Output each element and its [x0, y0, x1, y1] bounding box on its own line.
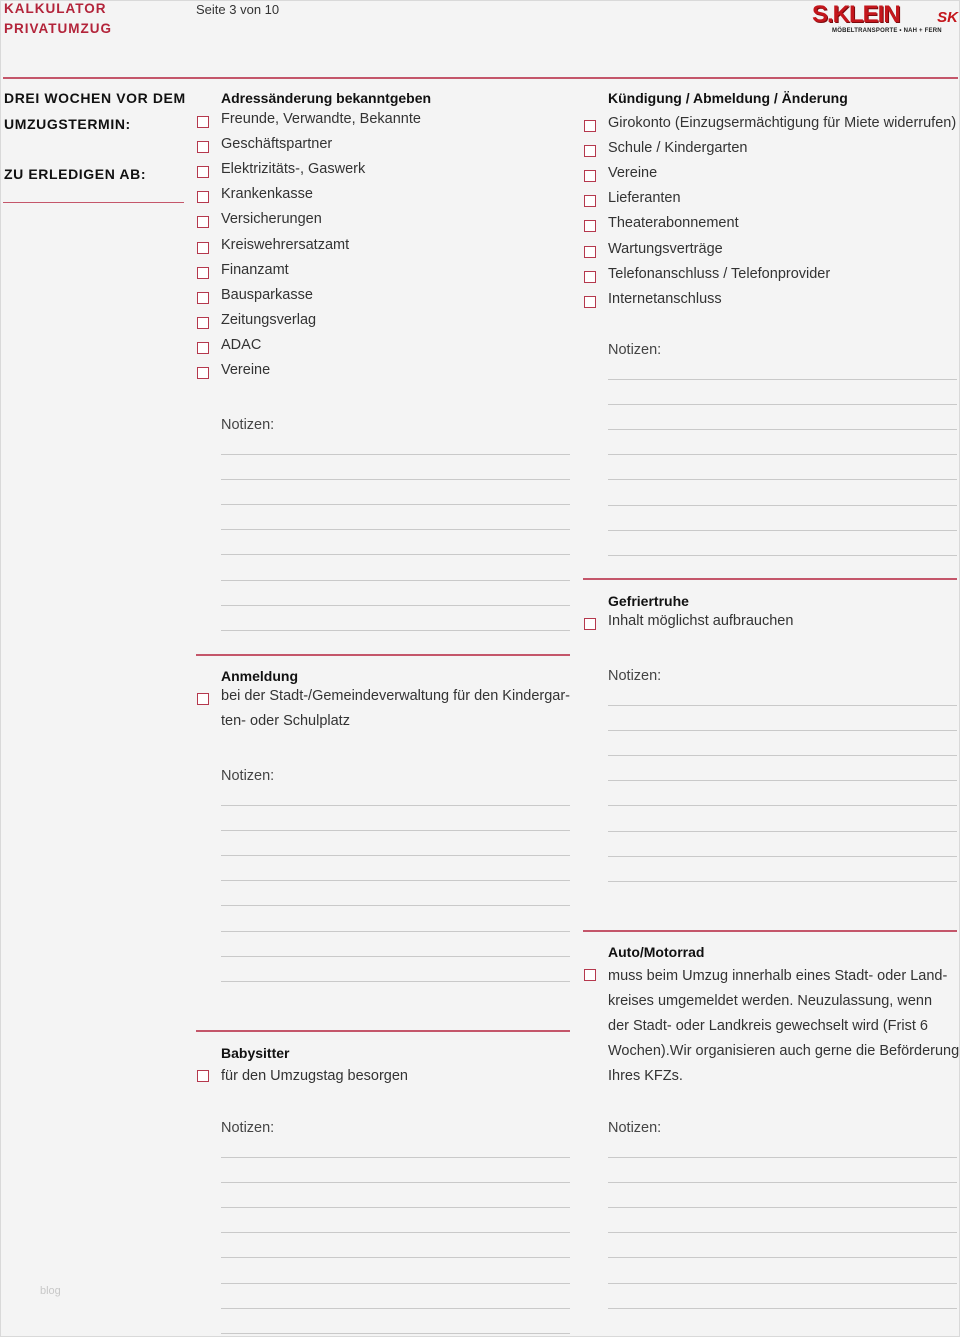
address-change-title: Adressänderung bekanntgeben — [221, 90, 432, 106]
car-description-line: Wochen).Wir organisieren auch gerne die Beförderung — [608, 1043, 960, 1059]
termination-checkbox[interactable] — [584, 170, 596, 182]
address-change-checkbox[interactable] — [197, 267, 209, 279]
address-change-checkbox[interactable] — [197, 317, 209, 329]
termination-item: Lieferanten — [608, 190, 681, 207]
note-line[interactable] — [221, 931, 570, 932]
car-description-line: Ihres KFZs. — [608, 1068, 683, 1084]
babysitter-checkbox[interactable] — [197, 1070, 209, 1082]
address-change-item: Vereine — [221, 362, 271, 378]
note-line[interactable] — [221, 1308, 570, 1309]
car-description-line: muss beim Umzug innerhalb eines Stadt- oder Land- — [608, 968, 948, 984]
car-description-line: kreises umgemeldet werden. Neuzulassung, wenn — [608, 993, 933, 1009]
address-change-checkbox[interactable] — [197, 216, 209, 228]
freezer-item: Inhalt möglichst aufbrauchen — [608, 613, 794, 629]
freezer-notes-label: Notizen: — [608, 668, 662, 684]
note-line[interactable] — [221, 454, 570, 455]
note-line[interactable] — [608, 881, 957, 882]
company-logo — [812, 3, 958, 37]
note-line[interactable] — [221, 1283, 570, 1284]
section-divider — [583, 930, 957, 932]
brand-line-1: KALKULATOR — [4, 1, 107, 16]
note-line[interactable] — [608, 856, 957, 857]
note-line[interactable] — [221, 880, 570, 881]
babysitter-title: Babysitter — [221, 1045, 290, 1061]
address-change-item: Krankenkasse — [221, 186, 313, 203]
car-notes-label: Notizen: — [608, 1120, 662, 1136]
note-line[interactable] — [221, 580, 570, 581]
note-line[interactable] — [221, 504, 570, 505]
note-line[interactable] — [221, 630, 570, 631]
logo-text: S.KLEIN — [812, 1, 900, 28]
address-change-item: Freunde, Verwandte, Bekannte — [221, 111, 421, 127]
registration-item-line-2: ten- oder Schulplatz — [221, 713, 350, 729]
address-change-checkbox[interactable] — [197, 166, 209, 178]
note-line[interactable] — [221, 855, 570, 856]
sidebar-heading-line-3: ZU ERLEDIGEN AB: — [4, 166, 147, 182]
header-divider — [3, 77, 958, 79]
note-line[interactable] — [608, 831, 957, 832]
termination-item: Internetanschluss — [608, 290, 722, 307]
note-line[interactable] — [608, 805, 957, 806]
note-line[interactable] — [221, 529, 570, 530]
note-line[interactable] — [608, 505, 957, 506]
address-change-item: ADAC — [221, 336, 262, 353]
babysitter-item: für den Umzugstag besorgen — [221, 1068, 408, 1084]
note-line[interactable] — [221, 1157, 570, 1158]
address-change-checkbox[interactable] — [197, 116, 209, 128]
note-line[interactable] — [221, 1257, 570, 1258]
freezer-checkbox[interactable] — [584, 618, 596, 630]
logo-mark-icon: SK — [937, 9, 958, 26]
babysitter-notes-label: Notizen: — [221, 1120, 275, 1136]
address-change-item: Elektrizitäts-, Gaswerk — [221, 161, 366, 178]
termination-title: Kündigung / Abmeldung / Änderung — [608, 90, 848, 106]
note-line[interactable] — [608, 705, 957, 706]
note-line[interactable] — [608, 755, 957, 756]
address-change-checkbox[interactable] — [197, 242, 209, 254]
note-line[interactable] — [608, 404, 957, 405]
address-change-checkbox[interactable] — [197, 342, 209, 354]
note-line[interactable] — [221, 1232, 570, 1233]
address-change-item: Geschäftspartner — [221, 136, 333, 153]
note-line[interactable] — [221, 1182, 570, 1183]
registration-checkbox[interactable] — [197, 693, 209, 705]
note-line[interactable] — [221, 479, 570, 480]
note-line[interactable] — [608, 1283, 957, 1284]
section-divider — [196, 654, 570, 656]
note-line[interactable] — [221, 1207, 570, 1208]
termination-checkbox[interactable] — [584, 120, 596, 132]
address-change-item: Kreiswehrersatzamt — [221, 236, 350, 253]
car-description — [608, 964, 960, 1089]
note-line[interactable] — [608, 1232, 957, 1233]
note-line[interactable] — [608, 1308, 957, 1309]
car-checkbox[interactable] — [584, 969, 596, 981]
note-line[interactable] — [608, 1182, 957, 1183]
note-line[interactable] — [608, 1257, 957, 1258]
address-change-checkbox[interactable] — [197, 191, 209, 203]
termination-notes-label: Notizen: — [608, 342, 662, 358]
note-line[interactable] — [608, 555, 957, 556]
sidebar-heading-line-2: UMZUGSTERMIN: — [4, 116, 131, 132]
note-line[interactable] — [608, 429, 957, 430]
address-change-checkbox[interactable] — [197, 367, 209, 379]
note-line[interactable] — [221, 605, 570, 606]
section-divider — [583, 578, 957, 580]
address-change-item: Finanzamt — [221, 261, 289, 278]
termination-checkbox[interactable] — [584, 296, 596, 308]
note-line[interactable] — [221, 956, 570, 957]
address-change-item: Zeitungsverlag — [221, 311, 317, 328]
note-line[interactable] — [221, 1333, 570, 1334]
registration-title: Anmeldung — [221, 668, 298, 684]
termination-checkbox[interactable] — [584, 220, 596, 232]
address-change-item: Versicherungen — [221, 211, 322, 228]
note-line[interactable] — [608, 530, 957, 531]
termination-item: Wartungsverträge — [608, 240, 723, 257]
termination-checkbox[interactable] — [584, 271, 596, 283]
section-divider — [196, 1030, 570, 1032]
note-line[interactable] — [221, 554, 570, 555]
brand-line-2: PRIVATUMZUG — [4, 21, 112, 36]
termination-item: Schule / Kindergarten — [608, 140, 748, 157]
sidebar-heading-line-1: DREI WOCHEN VOR DEM — [4, 90, 186, 106]
page-indicator: Seite 3 von 10 — [196, 2, 280, 17]
termination-item: Vereine — [608, 165, 658, 182]
termination-checkbox[interactable] — [584, 145, 596, 157]
note-line[interactable] — [221, 805, 570, 806]
car-title: Auto/Motorrad — [608, 944, 705, 960]
freezer-title: Gefriertruhe — [608, 593, 689, 609]
note-line[interactable] — [608, 379, 957, 380]
registration-notes-label: Notizen: — [221, 768, 275, 784]
logo-tagline: MÖBELTRANSPORTE • NAH + FERN — [832, 28, 942, 34]
termination-item: Telefonanschluss / Telefonprovider — [608, 265, 831, 282]
note-line[interactable] — [221, 830, 570, 831]
termination-item: Girokonto (Einzugsermächtigung für Miete widerrufen) — [608, 115, 957, 131]
note-line[interactable] — [608, 730, 957, 731]
address-change-checkbox[interactable] — [197, 292, 209, 304]
address-change-notes-label: Notizen: — [221, 417, 275, 433]
termination-checkbox[interactable] — [584, 195, 596, 207]
note-line[interactable] — [221, 905, 570, 906]
watermark: blog — [40, 1285, 61, 1297]
address-change-checkbox[interactable] — [197, 141, 209, 153]
car-description-line: der Stadt- oder Landkreis gewechselt wird (Frist 6 — [608, 1018, 928, 1034]
registration-item-line-1: bei der Stadt-/Gemeindeverwaltung für den Kindergar- — [221, 688, 570, 704]
note-line[interactable] — [608, 1207, 957, 1208]
note-line[interactable] — [221, 981, 570, 982]
note-line[interactable] — [608, 454, 957, 455]
address-change-item: Bausparkasse — [221, 286, 313, 303]
note-line[interactable] — [608, 479, 957, 480]
sidebar-divider — [3, 202, 184, 203]
termination-item: Theaterabonnement — [608, 215, 739, 232]
note-line[interactable] — [608, 780, 957, 781]
note-line[interactable] — [608, 1157, 957, 1158]
termination-checkbox[interactable] — [584, 246, 596, 258]
